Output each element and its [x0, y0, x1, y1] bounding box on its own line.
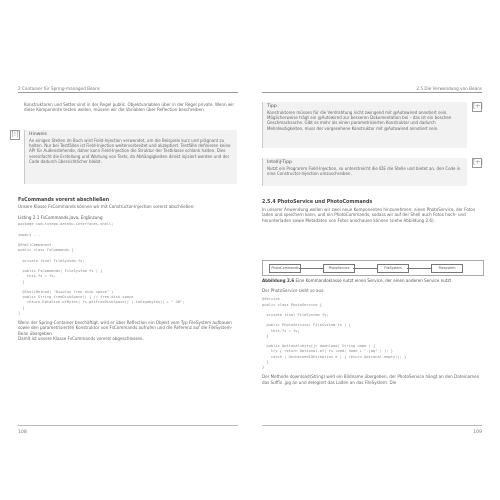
diagram-box-filesystem: FileSystem: [377, 264, 409, 273]
diagram-connector: [353, 268, 377, 269]
hint-title: Hinweis: [29, 132, 47, 137]
right-outro: Der Methode download(String) wird ein Bildname übergeben, der PhotoService hängt an den Dateinamen das Suffix .jpg an und delegiert das Laden an das FileSystem. Die: [262, 374, 480, 385]
left-section: [18, 198, 238, 342]
diagram-box-photocommands: PhotoCommands: [269, 264, 301, 273]
left-intro: [24, 102, 236, 113]
right-intro: In unserer Anwendung wollen wir zwei neue Komponenten hinzunehmen: einen PhotoService, der Fotos laden und speichern kann, und ein PhotoCommands, sodass wir auf der Shell auch Fotos hoch- und herunterladen sowie Metadaten von Fotos anschauen können (siehe Abbildung 2.6).: [262, 207, 476, 223]
hint-marker-icon: [!]: [11, 131, 19, 138]
left-intro-paragraph: Konstruktoren und Setter sind in der Regel public. Objektvariablen über in der Regel private. Wenn wir diese Komponente testen wollen, müssen wir die Variablen über Reflection beschreiben.: [24, 102, 235, 113]
diagram-connector: [407, 268, 431, 269]
intellij-tip-title: IntelliJ-Tipp: [267, 160, 292, 165]
figure-caption-label: Abbildung 2.6: [262, 278, 295, 283]
figure-caption-text: Eine Kommandoklasse nutzt einen Service, der einen anderen Service nutzt: [294, 278, 452, 283]
right-code-listing: @Service public class PhotoService { private final FileSystem fs; public PhotoService( FileSystem fs ) { this.fs = fs; } public Optional<byte[]> download( String name ) { try { return Optional.of( fs.load( name + ".jpg" ) ); } catch ( UncheckedIOException e ) { return Optional.empty(); } } }: [262, 297, 407, 370]
diagram-connector: [299, 268, 323, 269]
right-header-rule: [262, 92, 482, 93]
right-section-heading: 2.5.4 PhotoService und PhotoCommands: [262, 200, 373, 205]
left-code-listing: package com.tutego.date4u.interfaces.shell; import ... @ShellComponent public class FsCommands { private final FileSystem fs; public FsCommands( FileSystem fs ) { this.fs = fs; } @ShellMethod( "Display free disk space" ) public String freeDiskSpace() { // free-disk-space return DataSize.ofBytes( fs.getFreeDiskSpace() ).toGigabytes() + " GB"; } }: [18, 222, 185, 315]
figure-caption: [262, 278, 482, 283]
left-last-line: Damit ist unsere Klasse FsCommands vorerst abgeschlossen.: [18, 336, 144, 342]
tip-box: [262, 102, 467, 148]
diagram-box-photoservice: PhotoService: [323, 264, 355, 273]
intellij-tip-marker-icon: [+]: [473, 159, 483, 166]
right-section: [262, 200, 482, 223]
left-running-header: 2 Container für Spring-managed Beans: [18, 86, 100, 91]
hint-box: [24, 130, 237, 184]
section-intro: Unsere Klasse FsCommands können wir mit Constructor-Injection vorerst abschließen:: [18, 204, 195, 209]
photoservice-intro: Der PhotoService sieht so aus:: [262, 288, 325, 293]
tip-text: Konstruktoren müssen für die Verdrahtung nicht zwingend mit @Autowired annotiert sein. Möglicherweise trägt ein @Autowired zur besseren Dokumentation bei – das ist ein boschen Geschmacksache. Gibt es mehr als einen parametrisierten Konstruktor und dadurch Mehrdeutigkeiten, muss der vorgesehene Konstruktor mit @Autowired annotiert sein.: [267, 110, 452, 131]
listing-caption: Listing 2.1 FsCommands.java, Ergänzung: [18, 215, 103, 221]
figure-diagram: [262, 260, 484, 276]
left-header-rule: [18, 92, 238, 93]
right-footer-rule: [262, 425, 482, 426]
tip-marker-icon: [+]: [473, 103, 483, 110]
page-number-right: 109: [473, 430, 482, 435]
right-running-header: 2.5 Die Verwendung von Beans: [416, 86, 482, 91]
diagram-box-filesystem-disk: Filesystem: [431, 264, 463, 273]
intellij-tip-box: [262, 158, 467, 186]
intellij-tip-text: Nutzt ein Programm Field-Injection, so unterstreicht die IDE die Stelle und bietet an, den Code in eine Constructor-Injection umzuschreiben.: [267, 166, 461, 177]
right-code-section: [262, 288, 482, 385]
left-outro: Wenn der Spring-Container beschäftigt, wird er über Reflection ein Objekt vom Typ FileSystem aufbauen sowie den parametrisierten Konstruktor von FsCommands aufrufen und die Referenz auf die FileSystem-Bean übergeben.: [18, 320, 233, 336]
hint-text: An einigen Stellen im Buch wird Field-Injection verwendet, um die Beispiele kurz und prägnant zu halten. Nur bei Testfällen ist Field-Injection weiterverbreitet und akzeptiert. Testfälle definieren keine API für Außenstehende, daher kann Field-Injection die Struktur der Testklasse schlank halten. Dies vereinfacht die Erstellung und Wartung von Tests, da Abhängigkeiten direkt injiziert werden und der Code dadurch übersichtlicher bleibt.: [29, 138, 231, 164]
tip-title: Tipp: [267, 104, 277, 109]
page-number-left: 108: [18, 430, 27, 435]
left-footer-rule: [18, 425, 238, 426]
section-heading: FsCommands vorerst abschließen: [18, 198, 110, 203]
